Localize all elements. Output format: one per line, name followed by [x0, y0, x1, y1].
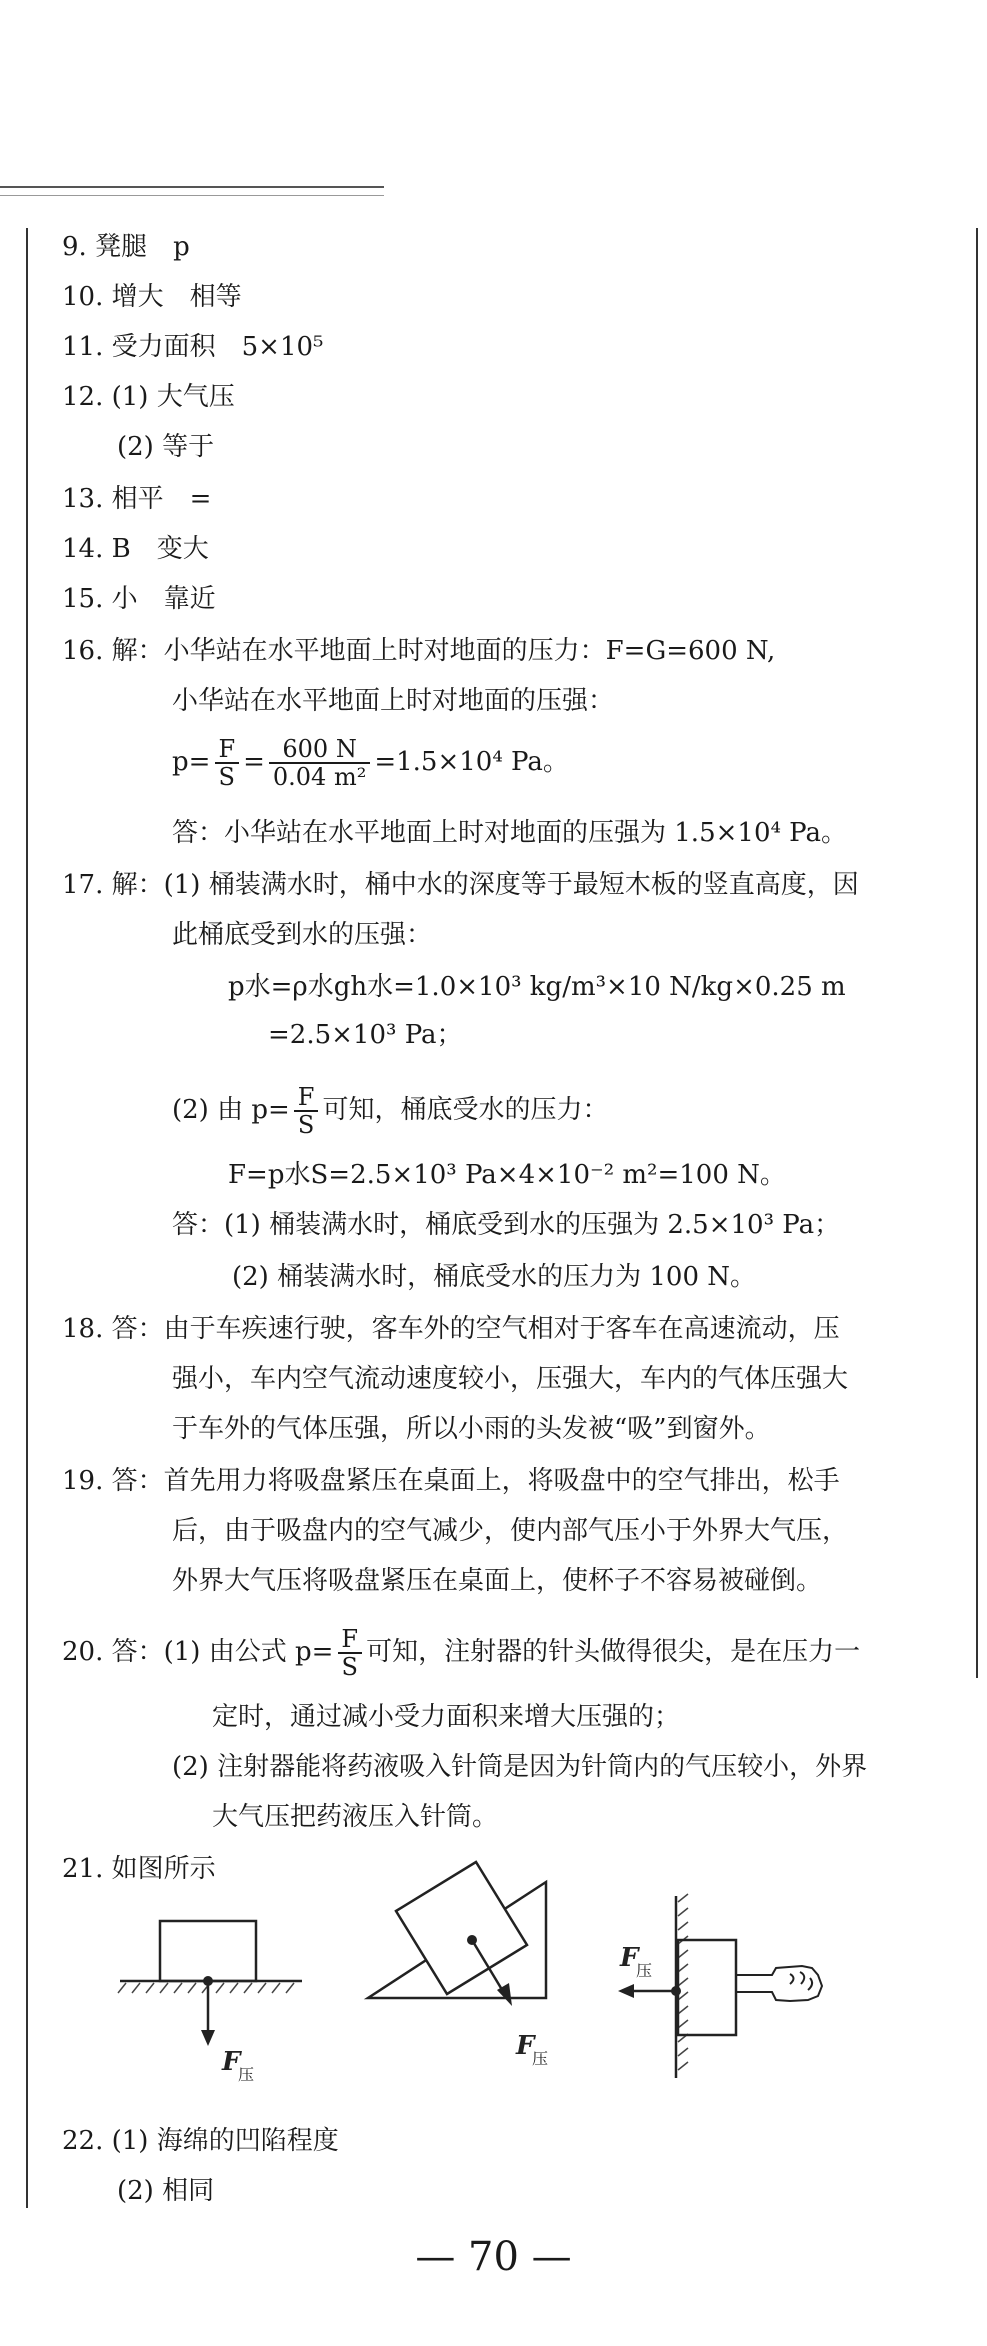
answer-19-line2: 后，由于吸盘内的空气减少，使内部气压小于外界大气压，: [172, 1516, 849, 1546]
answer-11: 11. 受力面积 5×10⁵: [62, 332, 324, 362]
answer-17-conclusion2: (2) 桶装满水时，桶底受水的压力为 100 N。: [232, 1262, 756, 1292]
label-f: F: [516, 2031, 535, 2061]
answer-19-line3: 外界大气压将吸盘紧压在桌面上，使杯子不容易被碰倒。: [172, 1566, 823, 1596]
answer-13: 13. 相平 =: [62, 484, 212, 514]
answer-17-line6: F=p水S=2.5×10³ Pa×4×10⁻² m²=100 N。: [228, 1160, 786, 1190]
answer-16-conclusion: 答：小华站在水平地面上时对地面的压强为 1.5×10⁴ Pa。: [172, 818, 847, 848]
answer-17-line4: =2.5×10³ Pa；: [268, 1020, 463, 1050]
answer-16-formula: p= $\frac{F}{S}$ = $\frac{600 N}{\text{0.04 m²}}$ =1.5×10⁴ Pa。: [172, 735, 569, 791]
answer-20-line2: 定时，通过减小受力面积来增大压强的；: [212, 1702, 681, 1732]
answer-20-line3: (2) 注射器能将药液吸入针筒是因为针筒内的气压较小，外界: [172, 1752, 868, 1782]
fraction-f-over-s: $\frac{F}{S}$: [214, 736, 239, 790]
answer-17-line5: (2) 由 p= $\frac{F}{S}$ 可知，桶底受水的压力：: [172, 1083, 609, 1139]
fraction-f-over-s: $\frac{F}{S}$: [294, 1084, 319, 1138]
label-subscript: 压: [532, 2049, 549, 2068]
answer-17-conclusion1: 答：(1) 桶装满水时，桶底受到水的压强为 2.5×10³ Pa；: [172, 1210, 841, 1240]
answer-10: 10. 增大 相等: [62, 282, 242, 312]
page-number: — 70 —: [415, 2234, 572, 2280]
answer-14: 14. B 变大: [62, 534, 209, 564]
answer-20-line4: 大气压把药液压入针筒。: [212, 1802, 499, 1832]
label-subscript: 压: [636, 1961, 653, 1980]
answer-20-line1: 20. 答：(1) 由公式 p= $\frac{F}{S}$ 可知，注射器的针头做得很尖，是在压力一: [62, 1625, 861, 1681]
formula-lhs: p=: [172, 747, 211, 777]
answer-15: 15. 小 靠近: [62, 584, 216, 614]
label-f: F: [222, 2047, 241, 2077]
label-f: F: [620, 1943, 639, 1973]
answer-22-part1: 22. (1) 海绵的凹陷程度: [62, 2126, 339, 2156]
answer-17-line2: 此桶底受到水的压强：: [172, 920, 433, 950]
answer-16-line1: 16. 解：小华站在水平地面上时对地面的压力：F=G=600 N,: [62, 636, 776, 666]
hand-icon: [736, 1966, 822, 2001]
diagram-box-on-floor: [118, 1921, 302, 2084]
answer-12-part2: (2) 等于: [117, 432, 215, 462]
answer-18-line1: 18. 答：由于车疾速行驶，客车外的空气相对于客车在高速流动，压: [62, 1314, 840, 1344]
fraction-f-over-s: $\frac{F}{S}$: [337, 1626, 362, 1680]
answer-17-line3: p水=ρ水gh水=1.0×10³ kg/m³×10 N/kg×0.25 m: [228, 972, 846, 1002]
answer-16-line2: 小华站在水平地面上时对地面的压强：: [172, 686, 615, 716]
answer-21: 21. 如图所示: [62, 1854, 216, 1884]
fraction-600-over-area: $\frac{600 N}{\text{0.04 m²}}$: [269, 736, 370, 790]
answer-17-line1: 17. 解：(1) 桶装满水时，桶中水的深度等于最短木板的竖直高度，因: [62, 870, 859, 900]
label-subscript: 压: [238, 2065, 255, 2084]
formula-rhs: =1.5×10⁴ Pa。: [374, 747, 569, 777]
diagram-box-on-incline: [368, 1862, 548, 2068]
answer-18-line3: 于车外的气体压强，所以小雨的头发被“吸”到窗外。: [172, 1414, 771, 1444]
answer-18-line2: 强小，车内空气流动速度较小，压强大，车内的气体压强大: [172, 1364, 849, 1394]
answer-19-line1: 19. 答：首先用力将吸盘紧压在桌面上，将吸盘中的空气排出，松手: [62, 1466, 840, 1496]
answer-9: 9. 凳腿 p: [62, 232, 190, 262]
diagram-box-against-wall: [618, 1894, 822, 2078]
answer-12-part1: 12. (1) 大气压: [62, 382, 235, 412]
answer-22-part2: (2) 相同: [117, 2176, 215, 2206]
